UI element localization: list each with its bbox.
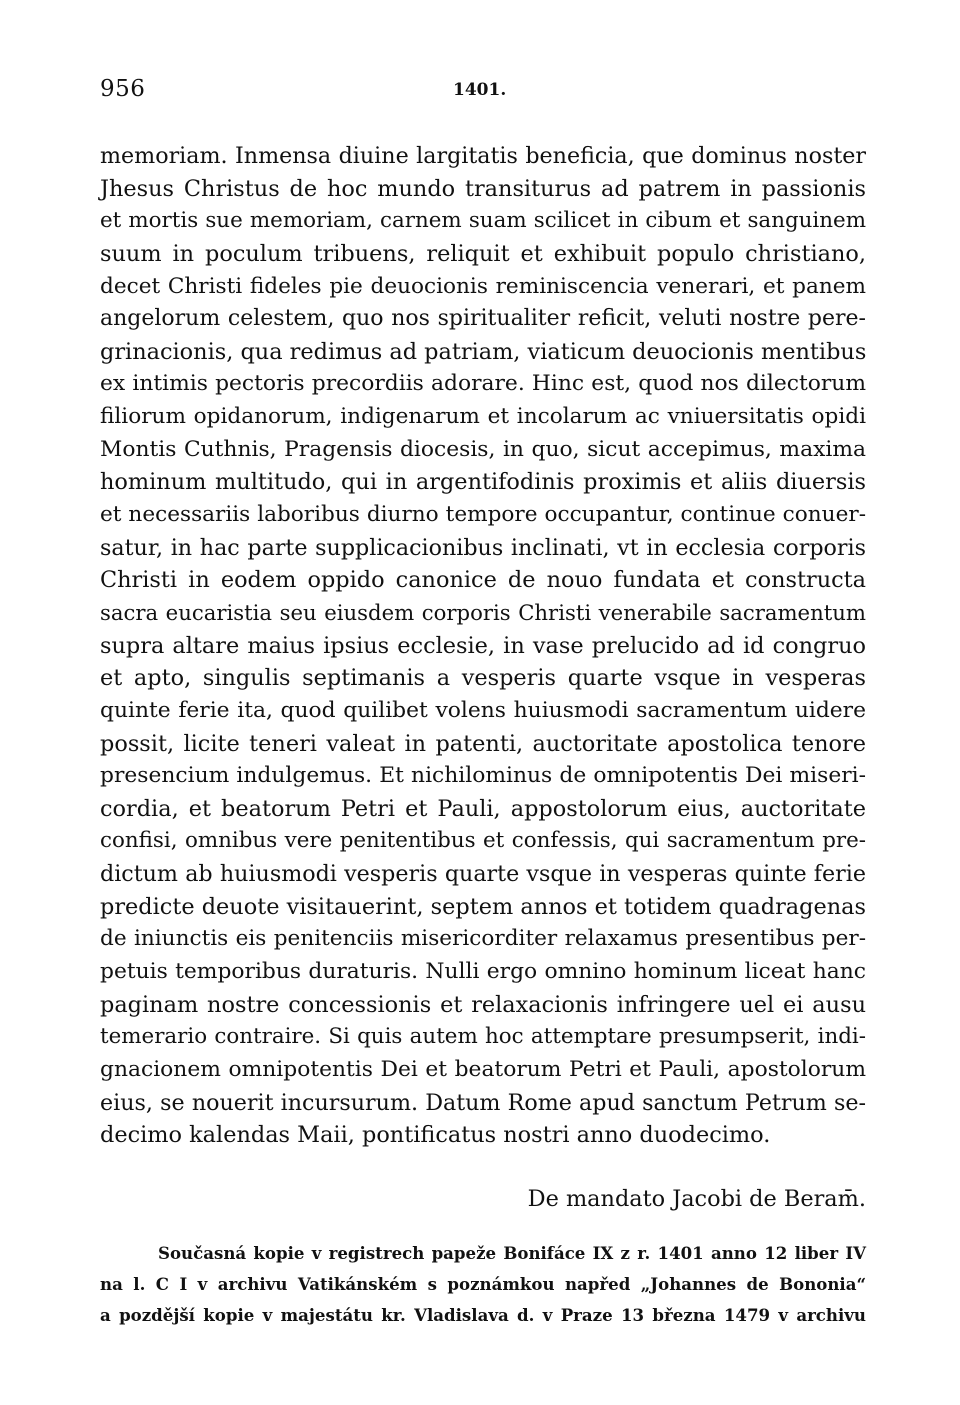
text-line: hominum multitudo, qui in argentifodinis proximis et aliis diuersis [100,469,866,496]
text-line: temerario contraire. Si quis autem hoc attemptare presumpserit, indi- [100,1024,866,1050]
text-line: cordia, et beatorum Petri et Pauli, appostolorum eius, auctoritate [100,795,866,822]
text-line: Jhesus Christus de hoc mundo transiturus ad patrem in passionis [100,175,866,202]
text-line: petuis temporibus duraturis. Nulli ergo omnino hominum liceat hanc [100,959,866,985]
text-line: et necessariis laboribus diurno tempore occupantur, continue conuer- [100,502,866,528]
year-heading: 1401. [453,80,507,100]
text-line: Montis Cuthnis, Pragensis diocesis, in quo, sicut accepimus, maxima [100,436,866,462]
text-line: quinte ferie ita, quod quilibet volens huiusmodi sacramentum uidere [100,697,866,723]
document-body [100,140,866,1152]
text-line: predicte deuote visitauerint, septem annos et totidem quadragenas [100,893,866,920]
text-line: suum in poculum tribuens, reliquit et exhibuit populo christiano, [100,240,866,267]
source-footnote [100,1238,866,1331]
text-line: gnacionem omnipotentis Dei et beatorum Petri et Pauli, apostolorum [100,1056,866,1082]
text-line: memoriam. Inmensa diuine largitatis beneficia, que dominus noster [100,143,866,169]
footnote-line: Současná kopie v registrech papeže Bonifáce IX z r. 1401 anno 12 liber IV [158,1243,866,1263]
text-line: sacra eucaristia seu eiusdem corporis Christi venerabile sacramentum [100,599,866,625]
text-line: decimo kalendas Maii, pontificatus nostri anno duodecimo. [100,1122,771,1149]
text-line: supra altare maius ipsius ecclesie, in vase prelucido ad id congruo [100,632,866,659]
text-line: angelorum celestem, quo nos spiritualiter reficit, veluti nostre pere- [100,306,866,332]
footnote-line: a pozdější kopie v majestátu kr. Vladislava d. v Praze 13 března 1479 v archivu [100,1305,866,1325]
text-line: possit, licite teneri valeat in patenti, auctoritate apostolica tenore [100,730,866,757]
text-line: et apto, singulis septimanis a vesperis quarte vsque in vesperas [100,665,866,692]
footnote-line: na l. C I v archivu Vatikánském s poznámkou napřed „Johannes de Bononia“ [100,1274,866,1294]
text-line: confisi, omnibus vere penitentibus et confessis, qui sacramentum pre- [100,828,866,854]
text-line: filiorum opidanorum, indigenarum et incolarum ac vniuersitatis opidi [100,404,866,430]
text-line: Christi in eodem oppido canonice de nouo fundata et constructa [100,567,866,594]
text-line: de iniunctis eis penitenciis misericorditer relaxamus presentibus per- [100,926,866,952]
text-line: satur, in hac parte supplicacionibus inclinati, vt in ecclesia corporis [100,534,866,561]
text-line: grinacionis, qua redimus ad patriam, viaticum deuocionis mentibus [100,338,867,365]
page-header [100,76,866,110]
text-line: paginam nostre concessionis et relaxacionis infringere uel ei ausu [100,991,866,1018]
signature-line: De mandato Jacobi de Beram̄. [527,1186,866,1212]
text-line: eius, se nouerit incursurum. Datum Rome apud sanctum Petrum se- [100,1089,866,1116]
text-line: et mortis sue memoriam, carnem suam scilicet in cibum et sanguinem [100,208,866,234]
text-line: dictum ab huiusmodi vesperis quarte vsque in vesperas quinte ferie [100,861,866,888]
text-line: ex intimis pectoris precordiis adorare. Hinc est, quod nos dilectorum [100,371,866,397]
text-line: presencium indulgemus. Et nichilominus de omnipotentis Dei miseri- [100,763,866,789]
text-line: decet Christi fideles pie deuocionis reminiscencia venerari, et panem [100,273,866,299]
page-number: 956 [100,76,146,102]
